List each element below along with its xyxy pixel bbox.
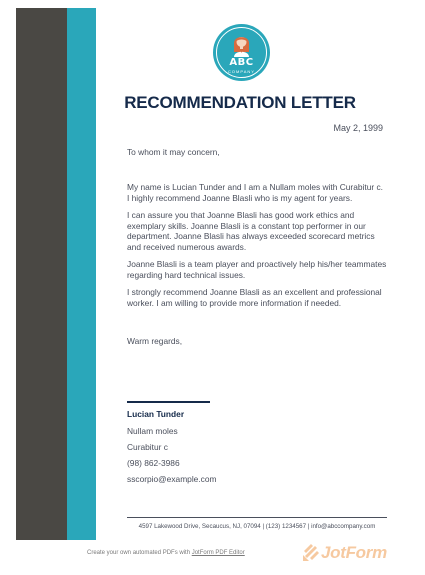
paragraph-1: My name is Lucian Tunder and I am a Nullam moles with Curabitur c. I highly recommend Joanne Blasli who is my agent for years. — [127, 182, 384, 203]
letter-date: May 2, 1999 — [333, 123, 383, 133]
signer-position: Nullam moles — [127, 426, 178, 436]
signer-email: sscorpio@example.com — [127, 474, 217, 484]
side-bar-dark — [16, 8, 67, 540]
signer-phone: (98) 862-3986 — [127, 458, 180, 468]
letter-title: RECOMMENDATION LETTER — [124, 93, 356, 112]
footer-divider — [127, 517, 387, 518]
jotform-logo-icon — [302, 542, 320, 562]
closing: Warm regards, — [127, 336, 183, 346]
company-logo — [213, 24, 270, 81]
jotform-editor-link[interactable]: JotForm PDF Editor — [191, 550, 245, 556]
salutation: To whom it may concern, — [127, 147, 220, 157]
paragraph-4: I strongly recommend Joanne Blasli as an excellent and professional worker. I am willing to provide more information if needed. — [127, 287, 382, 308]
footer-address: 4597 Lakewood Drive, Secaucus, NJ, 07094 | (123) 1234567 | info@abccompany.com — [138, 523, 376, 530]
signature-line — [127, 401, 210, 403]
pdf-credit — [87, 550, 245, 556]
person-icon — [231, 32, 252, 57]
paragraph-3: Joanne Blasli is a team player and proactively help his/her teammates regarding hard technical issues. — [127, 259, 387, 280]
paragraph-2: I can assure you that Joanne Blasli has good work ethics and exemplary skills. Joanne Blasli is a constant top performer in our department. Joanne Blasli has always exceeded scorecard metrics and received numerous awards. — [127, 210, 375, 252]
logo-company-text: COMPANY — [228, 69, 255, 74]
jotform-brand-text: JotForm — [321, 543, 387, 562]
signer-name: Lucian Tunder — [127, 409, 185, 419]
logo-abc-text: ABC — [229, 57, 254, 68]
signer-company: Curabitur c — [127, 442, 168, 452]
side-bar-teal — [67, 8, 96, 540]
credit-prefix: Create your own automated PDFs with — [87, 550, 192, 556]
